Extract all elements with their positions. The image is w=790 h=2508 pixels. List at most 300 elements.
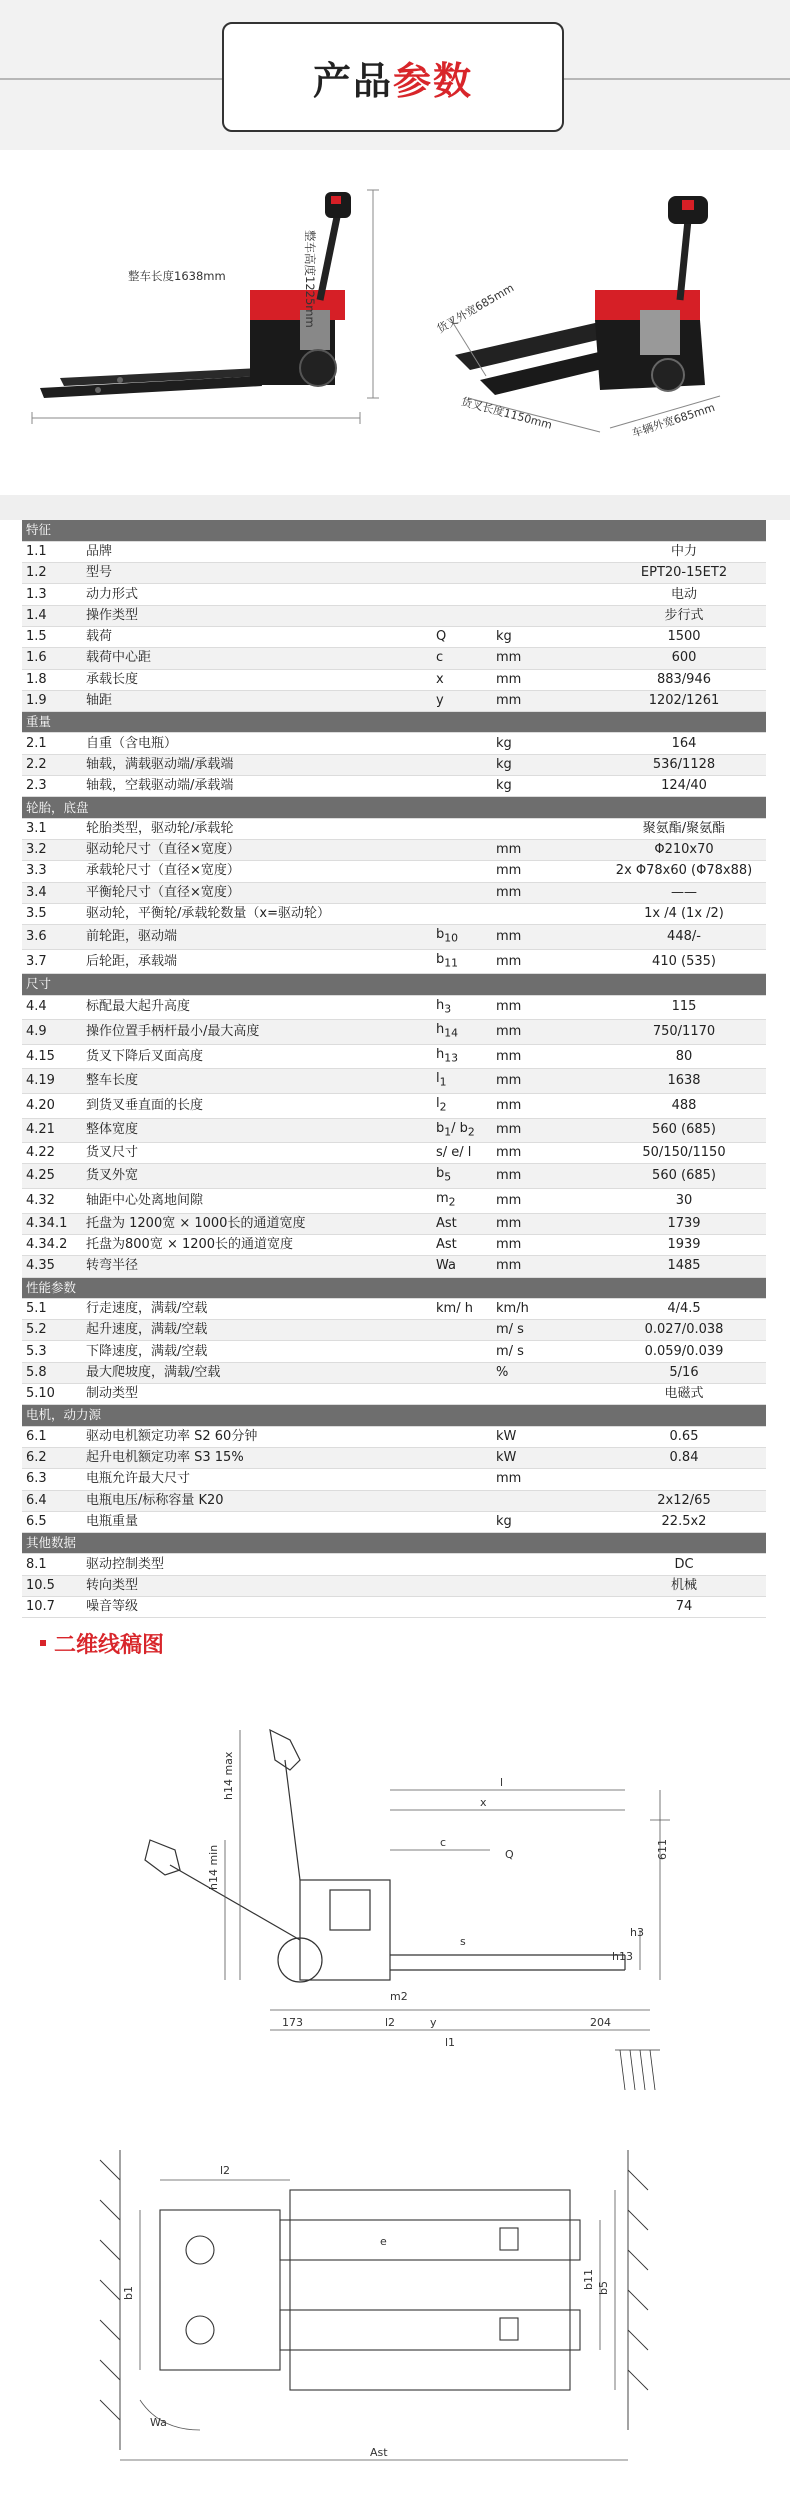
spec-symbol [432, 818, 492, 839]
symbol-subscript-2: 2 [467, 1125, 475, 1139]
spec-name: 操作类型 [82, 605, 432, 626]
spec-row [22, 1118, 766, 1143]
spec-row [22, 1020, 766, 1045]
spec-symbol: Ast [432, 1234, 492, 1255]
spec-value: 410 (535) [602, 949, 766, 974]
spec-value: 步行式 [602, 605, 766, 626]
spec-unit: mm [492, 1020, 602, 1045]
symbol-text-2: / b [451, 1120, 468, 1136]
spec-no: 4.22 [22, 1143, 82, 1164]
spec-value: 115 [602, 995, 766, 1020]
spec-no: 1.6 [22, 648, 82, 669]
perspective-view-truck [450, 196, 720, 432]
spec-row [22, 1094, 766, 1119]
spec-no: 4.32 [22, 1189, 82, 1214]
spec-name: 电瓶允许最大尺寸 [82, 1469, 432, 1490]
label-body-outer-width: 车辆外宽685mm [630, 400, 717, 441]
spec-value: 1202/1261 [602, 690, 766, 711]
spec-row [22, 648, 766, 669]
spec-name: 整体宽度 [82, 1118, 432, 1143]
top-line-drawing [0, 2130, 790, 2498]
spec-unit: mm [492, 1044, 602, 1069]
section-title: 尺寸 [22, 974, 766, 995]
page-title [222, 22, 564, 132]
spec-value: 0.059/0.039 [602, 1341, 766, 1362]
spec-value: 74 [602, 1597, 766, 1618]
spec-row [22, 882, 766, 903]
symbol-subscript: 2 [439, 1100, 447, 1114]
spec-unit: mm [492, 1234, 602, 1255]
spec-name: 轴距中心处离地间隙 [82, 1189, 432, 1214]
spec-symbol [432, 925, 492, 950]
spec-unit: mm [492, 1164, 602, 1189]
spec-unit: mm [492, 882, 602, 903]
header-banner [0, 0, 790, 150]
spec-symbol: km/ h [432, 1298, 492, 1319]
spec-no: 4.4 [22, 995, 82, 1020]
spec-no: 4.21 [22, 1118, 82, 1143]
spec-name: 操作位置手柄杆最小/最大高度 [82, 1020, 432, 1045]
spec-no: 6.1 [22, 1426, 82, 1447]
spec-name: 驱动轮，平衡轮/承载轮数量（x=驱动轮） [82, 903, 432, 924]
spec-symbol [432, 903, 492, 924]
spec-symbol [432, 776, 492, 797]
spec-name: 平衡轮尺寸（直径×宽度） [82, 882, 432, 903]
spec-no: 6.5 [22, 1511, 82, 1532]
spec-unit: mm [492, 1469, 602, 1490]
symbol-text: b [436, 927, 445, 943]
svg-text:h13: h13 [612, 1950, 633, 1963]
spec-value: 560 (685) [602, 1164, 766, 1189]
spec-row [22, 925, 766, 950]
svg-text:204: 204 [590, 2016, 611, 2029]
spec-value: 2x12/65 [602, 1490, 766, 1511]
spec-unit [492, 1554, 602, 1575]
spec-no: 5.10 [22, 1384, 82, 1405]
symbol-text: h [436, 1022, 445, 1038]
spec-value: 488 [602, 1094, 766, 1119]
spec-no: 5.8 [22, 1362, 82, 1383]
spec-symbol: c [432, 648, 492, 669]
spec-table [22, 520, 766, 1618]
spec-no: 4.19 [22, 1069, 82, 1094]
spec-name: 驱动控制类型 [82, 1554, 432, 1575]
spec-no: 3.5 [22, 903, 82, 924]
spec-row [22, 541, 766, 562]
spec-row [22, 1362, 766, 1383]
spec-name: 噪音等级 [82, 1597, 432, 1618]
svg-text:c: c [440, 1836, 447, 1849]
spec-no: 4.34.1 [22, 1213, 82, 1234]
spec-name: 自重（含电瓶） [82, 733, 432, 754]
symbol-subscript: 5 [444, 1171, 452, 1185]
spec-row [22, 1044, 766, 1069]
spec-unit [492, 1490, 602, 1511]
spec-symbol [432, 861, 492, 882]
spec-name: 轴距 [82, 690, 432, 711]
spec-unit: mm [492, 1213, 602, 1234]
svg-text:l1: l1 [445, 2036, 456, 2049]
spec-row [22, 669, 766, 690]
spec-no: 4.35 [22, 1256, 82, 1277]
spec-unit: mm [492, 949, 602, 974]
spec-no: 1.5 [22, 626, 82, 647]
spec-symbol: Wa [432, 1256, 492, 1277]
symbol-subscript: 11 [444, 956, 459, 970]
svg-text:e: e [380, 2235, 387, 2248]
spec-unit [492, 605, 602, 626]
spec-value: 1x /4 (1x /2) [602, 903, 766, 924]
spec-value: 600 [602, 648, 766, 669]
spec-no: 3.4 [22, 882, 82, 903]
spec-section-header [22, 1533, 766, 1554]
spec-row [22, 1320, 766, 1341]
spec-no: 2.2 [22, 754, 82, 775]
spec-value: 50/150/1150 [602, 1143, 766, 1164]
spec-name: 转弯半径 [82, 1256, 432, 1277]
spec-row [22, 1069, 766, 1094]
svg-text:y: y [430, 2016, 437, 2029]
symbol-text: l [436, 1096, 440, 1111]
symbol-text: h [436, 997, 445, 1013]
spec-symbol: Ast [432, 1213, 492, 1234]
spec-unit: kg [492, 1511, 602, 1532]
spec-no: 5.3 [22, 1341, 82, 1362]
spec-row [22, 754, 766, 775]
spec-symbol [432, 1575, 492, 1596]
spec-row [22, 776, 766, 797]
spec-row [22, 818, 766, 839]
spec-value: —— [602, 882, 766, 903]
spec-symbol [432, 733, 492, 754]
bullet-icon [40, 1640, 46, 1646]
spec-row [22, 1234, 766, 1255]
label-overall-length: 整车长度1638mm [128, 269, 226, 283]
spec-name: 电瓶电压/标称容量 K20 [82, 1490, 432, 1511]
spec-name: 起升速度，满载/空载 [82, 1320, 432, 1341]
section-title: 轮胎，底盘 [22, 797, 766, 818]
title-black-part: 产品 [312, 58, 393, 103]
section-title: 电机，动力源 [22, 1405, 766, 1426]
svg-text:s: s [460, 1935, 466, 1948]
spec-name: 动力形式 [82, 584, 432, 605]
spec-no: 4.15 [22, 1044, 82, 1069]
spec-symbol [432, 995, 492, 1020]
symbol-subscript: 3 [444, 1002, 452, 1016]
spec-row [22, 1490, 766, 1511]
spec-symbol: s/ e/ l [432, 1143, 492, 1164]
spec-no: 6.4 [22, 1490, 82, 1511]
spec-no: 6.3 [22, 1469, 82, 1490]
spec-name: 到货叉垂直面的长度 [82, 1094, 432, 1119]
spec-unit: m/ s [492, 1320, 602, 1341]
spec-unit: % [492, 1362, 602, 1383]
spec-name: 最大爬坡度，满载/空载 [82, 1362, 432, 1383]
spec-no: 1.8 [22, 669, 82, 690]
spec-no: 1.4 [22, 605, 82, 626]
spec-symbol [432, 1189, 492, 1214]
spec-row [22, 949, 766, 974]
spec-name: 载荷 [82, 626, 432, 647]
spec-name: 托盘为 1200宽 × 1000长的通道宽度 [82, 1213, 432, 1234]
label-overall-height: 整车高度1225mm [303, 230, 317, 328]
spec-unit: kg [492, 626, 602, 647]
spec-row [22, 1298, 766, 1319]
spec-value: 2x Φ78x60 (Φ78x88) [602, 861, 766, 882]
spec-unit [492, 563, 602, 584]
spec-symbol [432, 1447, 492, 1468]
spec-symbol [432, 1164, 492, 1189]
spec-value: DC [602, 1554, 766, 1575]
spec-row [22, 1189, 766, 1214]
spec-symbol [432, 563, 492, 584]
spec-no: 8.1 [22, 1554, 82, 1575]
spec-symbol [432, 754, 492, 775]
spec-value: 30 [602, 1189, 766, 1214]
symbol-subscript: 2 [448, 1195, 456, 1209]
spec-value: 1739 [602, 1213, 766, 1234]
spec-section-header [22, 520, 766, 541]
spec-value: 0.027/0.038 [602, 1320, 766, 1341]
spec-value: 聚氨酯/聚氨酯 [602, 818, 766, 839]
spec-name: 载荷中心距 [82, 648, 432, 669]
spec-row [22, 584, 766, 605]
spec-symbol [432, 839, 492, 860]
spec-no: 1.1 [22, 541, 82, 562]
svg-text:l2: l2 [220, 2164, 231, 2177]
spec-no: 3.2 [22, 839, 82, 860]
spec-symbol: x [432, 669, 492, 690]
spec-unit: mm [492, 690, 602, 711]
svg-text:l2: l2 [385, 2016, 396, 2029]
section-title: 重量 [22, 712, 766, 733]
spec-unit: mm [492, 669, 602, 690]
spec-symbol [432, 1094, 492, 1119]
spec-no: 4.9 [22, 1020, 82, 1045]
spec-unit [492, 1597, 602, 1618]
spec-no: 2.1 [22, 733, 82, 754]
title-red-part: 参数 [393, 58, 474, 103]
spec-no: 5.2 [22, 1320, 82, 1341]
spec-symbol [432, 949, 492, 974]
spec-unit: mm [492, 1094, 602, 1119]
spec-value: 中力 [602, 541, 766, 562]
spec-symbol [432, 1044, 492, 1069]
spec-unit: m/ s [492, 1341, 602, 1362]
section-title: 特征 [22, 520, 766, 541]
svg-text:b11: b11 [582, 2269, 595, 2290]
spec-row [22, 733, 766, 754]
section-separator [0, 495, 790, 520]
symbol-subscript: 1 [444, 1125, 452, 1139]
symbol-text: m [436, 1191, 449, 1207]
spec-row [22, 1213, 766, 1234]
spec-value: 1500 [602, 626, 766, 647]
spec-name: 驱动轮尺寸（直径×宽度） [82, 839, 432, 860]
spec-name: 行走速度，满载/空载 [82, 1298, 432, 1319]
spec-section-header [22, 797, 766, 818]
spec-unit [492, 903, 602, 924]
spec-name: 货叉下降后叉面高度 [82, 1044, 432, 1069]
spec-unit [492, 1575, 602, 1596]
svg-text:Ast: Ast [370, 2446, 388, 2459]
spec-symbol [432, 605, 492, 626]
spec-symbol [432, 1069, 492, 1094]
section-title: 其他数据 [22, 1533, 766, 1554]
spec-unit: mm [492, 925, 602, 950]
product-illustration [0, 150, 790, 495]
spec-row [22, 690, 766, 711]
svg-text:h3: h3 [630, 1926, 644, 1939]
spec-row [22, 861, 766, 882]
spec-row [22, 1341, 766, 1362]
spec-no: 10.7 [22, 1597, 82, 1618]
spec-value: 4/4.5 [602, 1298, 766, 1319]
spec-no: 6.2 [22, 1447, 82, 1468]
spec-name: 转向类型 [82, 1575, 432, 1596]
spec-value: 750/1170 [602, 1020, 766, 1045]
spec-unit: mm [492, 1069, 602, 1094]
spec-row [22, 995, 766, 1020]
spec-symbol [432, 1469, 492, 1490]
spec-row [22, 1597, 766, 1618]
spec-unit: kW [492, 1447, 602, 1468]
spec-name: 前轮距，驱动端 [82, 925, 432, 950]
spec-value: 536/1128 [602, 754, 766, 775]
spec-no: 1.3 [22, 584, 82, 605]
product-photos [0, 150, 790, 495]
spec-symbol [432, 1362, 492, 1383]
spec-row [22, 839, 766, 860]
spec-value: 机械 [602, 1575, 766, 1596]
spec-unit: mm [492, 839, 602, 860]
spec-unit [492, 541, 602, 562]
spec-symbol [432, 1384, 492, 1405]
svg-text:173: 173 [282, 2016, 303, 2029]
spec-unit: kW [492, 1426, 602, 1447]
spec-unit [492, 818, 602, 839]
spec-row [22, 1511, 766, 1532]
spec-unit [492, 1384, 602, 1405]
spec-section-header [22, 1405, 766, 1426]
spec-row [22, 1384, 766, 1405]
spec-symbol: Q [432, 626, 492, 647]
spec-row [22, 903, 766, 924]
spec-symbol [432, 1490, 492, 1511]
spec-value: 1939 [602, 1234, 766, 1255]
spec-value: 80 [602, 1044, 766, 1069]
drawing-section-title [40, 1628, 164, 1658]
spec-name: 货叉尺寸 [82, 1143, 432, 1164]
spec-name: 承载长度 [82, 669, 432, 690]
spec-no: 4.20 [22, 1094, 82, 1119]
spec-no: 3.6 [22, 925, 82, 950]
spec-no: 3.7 [22, 949, 82, 974]
spec-no: 1.9 [22, 690, 82, 711]
spec-value: 164 [602, 733, 766, 754]
svg-text:b1: b1 [122, 2286, 135, 2300]
spec-unit [492, 584, 602, 605]
spec-row [22, 1469, 766, 1490]
symbol-subscript: 1 [439, 1076, 447, 1089]
spec-value: 电磁式 [602, 1384, 766, 1405]
symbol-text: l [436, 1071, 440, 1087]
spec-name: 标配最大起升高度 [82, 995, 432, 1020]
spec-value: 560 (685) [602, 1118, 766, 1143]
spec-no: 4.34.2 [22, 1234, 82, 1255]
spec-no: 2.3 [22, 776, 82, 797]
spec-symbol [432, 1511, 492, 1532]
spec-unit: mm [492, 1256, 602, 1277]
spec-symbol [432, 1020, 492, 1045]
symbol-subscript: 13 [444, 1051, 459, 1065]
spec-name: 下降速度，满载/空载 [82, 1341, 432, 1362]
spec-unit: kg [492, 733, 602, 754]
spec-unit: mm [492, 861, 602, 882]
spec-symbol [432, 1554, 492, 1575]
spec-no: 1.2 [22, 563, 82, 584]
spec-value: 0.65 [602, 1426, 766, 1447]
spec-unit: kg [492, 776, 602, 797]
spec-symbol: y [432, 690, 492, 711]
spec-name: 后轮距，承载端 [82, 949, 432, 974]
spec-value: 1638 [602, 1069, 766, 1094]
spec-name: 轮胎类型，驱动轮/承载轮 [82, 818, 432, 839]
spec-unit: mm [492, 995, 602, 1020]
spec-symbol [432, 1341, 492, 1362]
spec-value [602, 1469, 766, 1490]
spec-no: 3.1 [22, 818, 82, 839]
symbol-text: b [436, 1120, 445, 1136]
spec-name: 驱动电机额定功率 S2 60分钟 [82, 1426, 432, 1447]
spec-row [22, 1164, 766, 1189]
section-title: 性能参数 [22, 1277, 766, 1298]
label-fork-outer-width: 货叉外宽685mm [434, 281, 517, 336]
spec-name: 品牌 [82, 541, 432, 562]
svg-text:m2: m2 [390, 1990, 408, 2003]
spec-section-header [22, 974, 766, 995]
svg-text:h14 max: h14 max [222, 1751, 235, 1800]
spec-row [22, 1256, 766, 1277]
spec-value: 0.84 [602, 1447, 766, 1468]
spec-no: 5.1 [22, 1298, 82, 1319]
spec-symbol [432, 1426, 492, 1447]
spec-section-header [22, 1277, 766, 1298]
spec-name: 轴载，空载驱动端/承载端 [82, 776, 432, 797]
spec-value: 883/946 [602, 669, 766, 690]
drawing-title-text: 二维线稿图 [54, 1632, 165, 1658]
symbol-text: b [436, 951, 445, 967]
svg-text:h14 min: h14 min [207, 1844, 220, 1890]
spec-no: 4.25 [22, 1164, 82, 1189]
spec-name: 承载轮尺寸（直径×宽度） [82, 861, 432, 882]
spec-row [22, 563, 766, 584]
spec-value: EPT20-15ET2 [602, 563, 766, 584]
symbol-text: b [436, 1166, 445, 1182]
spec-row [22, 1426, 766, 1447]
side-view-truck [32, 190, 379, 424]
spec-row [22, 1575, 766, 1596]
spec-symbol [432, 882, 492, 903]
symbol-text: h [436, 1046, 445, 1062]
svg-text:Wa: Wa [150, 2416, 167, 2429]
spec-symbol [432, 1320, 492, 1341]
spec-value: Φ210x70 [602, 839, 766, 860]
spec-value: 124/40 [602, 776, 766, 797]
spec-unit: mm [492, 1189, 602, 1214]
spec-row [22, 1447, 766, 1468]
spec-name: 起升电机额定功率 S3 15% [82, 1447, 432, 1468]
